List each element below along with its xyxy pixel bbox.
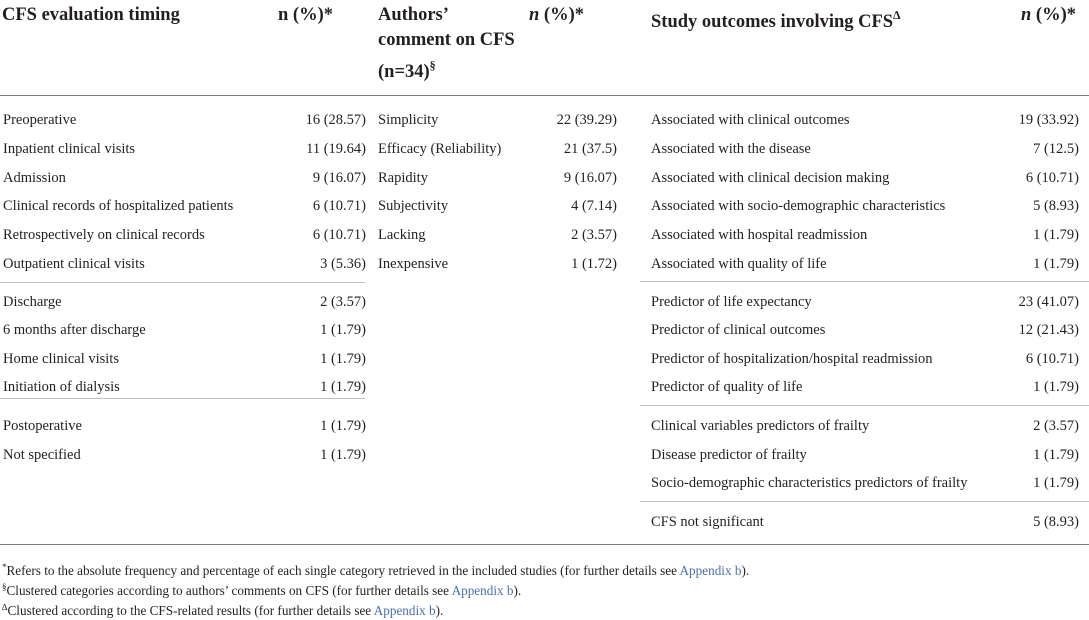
col3-row-label: Predictor of hospitalization/hospital readmission bbox=[651, 351, 933, 367]
col2-header-line2: comment on CFS bbox=[378, 30, 515, 50]
col1-row-label: Home clinical visits bbox=[3, 351, 119, 367]
col1-row-label: Retrospectively on clinical records bbox=[3, 227, 205, 243]
col1-row-value: 11 (19.64) bbox=[306, 141, 366, 157]
col2-row-value: 1 (1.72) bbox=[571, 256, 617, 272]
col2-row-value: 22 (39.29) bbox=[556, 112, 617, 128]
col3-row-label: Associated with the disease bbox=[651, 141, 811, 157]
col1-row-label: Discharge bbox=[3, 294, 62, 310]
col2-header-title bbox=[378, 3, 515, 85]
col2-row-label: Subjectivity bbox=[378, 198, 449, 214]
col1-row-value: 6 (10.71) bbox=[312, 227, 366, 243]
header-divider bbox=[0, 95, 1089, 96]
footnote-3 bbox=[2, 598, 443, 620]
col1-row-label: Preoperative bbox=[3, 112, 77, 128]
col1-row-label: Outpatient clinical visits bbox=[3, 256, 145, 272]
col3-header-sup: ∆ bbox=[893, 8, 901, 22]
col2-row-label: Rapidity bbox=[378, 170, 428, 186]
table-bottom-rule bbox=[0, 544, 1089, 545]
col1-row-label: Postoperative bbox=[3, 418, 82, 434]
col2-row-label: Lacking bbox=[378, 227, 426, 243]
footnote-3-text: Clustered according to the CFS-related results (for further details see bbox=[7, 603, 374, 618]
table-header bbox=[0, 0, 1089, 96]
col2-header-line3: (n=34) bbox=[378, 62, 430, 82]
col3-group-divider bbox=[640, 281, 1089, 282]
col1-row-value: 1 (1.79) bbox=[320, 379, 366, 395]
col2-row-value: 9 (16.07) bbox=[563, 170, 617, 186]
col1-row-value: 3 (5.36) bbox=[320, 256, 366, 272]
col1-row-label: Admission bbox=[3, 170, 66, 186]
col2-row-label: Simplicity bbox=[378, 112, 439, 128]
col2-header-n-rest: (%)* bbox=[539, 5, 584, 25]
col1-group-divider bbox=[0, 398, 365, 399]
col3-row-value: 19 (33.92) bbox=[1018, 112, 1079, 128]
col1-row-value: 2 (3.57) bbox=[320, 294, 366, 310]
col1-row-label: Inpatient clinical visits bbox=[3, 141, 136, 157]
col3-row-value: 1 (1.79) bbox=[1033, 256, 1079, 272]
footnote-1-mark: * bbox=[2, 562, 7, 572]
col2-row-label: Inexpensive bbox=[378, 256, 449, 272]
col3-row-value: 2 (3.57) bbox=[1033, 418, 1079, 434]
col3-group-divider bbox=[640, 405, 1089, 406]
col3-row-label: Clinical variables predictors of frailty bbox=[651, 418, 870, 434]
col3-group-divider bbox=[640, 501, 1089, 502]
footnote-2-end: ). bbox=[513, 583, 522, 598]
col1-row-label: Initiation of dialysis bbox=[3, 379, 120, 395]
footnote-2-link[interactable]: Appendix b bbox=[451, 583, 514, 598]
col3-row-label: Associated with quality of life bbox=[651, 256, 827, 272]
col3-row-value: 6 (10.71) bbox=[1025, 351, 1079, 367]
col1-row-label: Clinical records of hospitalized patients bbox=[3, 198, 234, 214]
col1-row-value: 1 (1.79) bbox=[320, 351, 366, 367]
col2-row-value: 21 (37.5) bbox=[563, 141, 617, 157]
col3-row-label: Predictor of life expectancy bbox=[651, 294, 812, 310]
col2-row-value: 4 (7.14) bbox=[571, 198, 617, 214]
col1-row-value: 6 (10.71) bbox=[312, 198, 366, 214]
footnote-3-mark: ∆ bbox=[2, 602, 8, 612]
col1-row-value: 9 (16.07) bbox=[312, 170, 366, 186]
col1-row-label: Not specified bbox=[3, 447, 81, 463]
col3-row-value: 6 (10.71) bbox=[1025, 170, 1079, 186]
col2-row-label: Efficacy (Reliability) bbox=[378, 141, 502, 157]
col1-header-n: n (%)* bbox=[278, 5, 333, 25]
col3-row-label: Associated with clinical outcomes bbox=[651, 112, 850, 128]
col3-row-value: 23 (41.07) bbox=[1018, 294, 1079, 310]
col3-row-value: 5 (8.93) bbox=[1033, 514, 1079, 530]
col1-row-value: 1 (1.79) bbox=[320, 322, 366, 338]
col2-header-n-italic: n bbox=[529, 5, 540, 25]
footnote-2-text: Clustered categories according to authors’ comments on CFS (for further details see bbox=[6, 583, 452, 598]
col2-header-line1: Authors’ bbox=[378, 5, 449, 25]
col3-header-n-italic: n bbox=[1021, 5, 1032, 25]
col3-row-label: Socio-demographic characteristics predictors of frailty bbox=[651, 475, 968, 491]
col3-row-value: 1 (1.79) bbox=[1033, 447, 1079, 463]
col3-row-label: Predictor of quality of life bbox=[651, 379, 803, 395]
col3-header-title-text: Study outcomes involving CFS bbox=[651, 12, 894, 32]
col2-row-value: 2 (3.57) bbox=[571, 227, 617, 243]
col3-row-label: Predictor of clinical outcomes bbox=[651, 322, 826, 338]
col2-header-n bbox=[529, 3, 584, 28]
col3-header-n bbox=[1021, 3, 1076, 28]
col3-row-label: Associated with hospital readmission bbox=[651, 227, 868, 243]
footnote-2 bbox=[2, 578, 521, 600]
col1-group-divider bbox=[0, 282, 365, 283]
col1-row-value: 1 (1.79) bbox=[320, 418, 366, 434]
col1-header-title: CFS evaluation timing bbox=[2, 5, 180, 25]
col3-row-value: 1 (1.79) bbox=[1033, 475, 1079, 491]
col1-row-value: 1 (1.79) bbox=[320, 447, 366, 463]
col3-row-value: 1 (1.79) bbox=[1033, 227, 1079, 243]
col3-row-label: Disease predictor of frailty bbox=[651, 447, 807, 463]
footnote-3-link[interactable]: Appendix b bbox=[373, 603, 436, 618]
footnote-1-end: ). bbox=[741, 563, 750, 578]
col3-row-value: 7 (12.5) bbox=[1033, 141, 1079, 157]
col3-header-title bbox=[651, 3, 900, 35]
col3-row-label: Associated with clinical decision making bbox=[651, 170, 890, 186]
col3-row-value: 5 (8.93) bbox=[1033, 198, 1079, 214]
col3-row-value: 12 (21.43) bbox=[1018, 322, 1079, 338]
col3-header-n-rest: (%)* bbox=[1031, 5, 1076, 25]
col3-row-value: 1 (1.79) bbox=[1033, 379, 1079, 395]
col1-row-label: 6 months after discharge bbox=[3, 322, 146, 338]
col2-header-sup: § bbox=[429, 58, 436, 72]
footnote-1 bbox=[2, 558, 749, 580]
footnote-1-text: Refers to the absolute frequency and percentage of each single category retrieved in the included studies (for further details see bbox=[6, 563, 680, 578]
footnote-3-end: ). bbox=[435, 603, 444, 618]
footnote-2-mark: § bbox=[2, 582, 7, 592]
col1-row-value: 16 (28.57) bbox=[305, 112, 366, 128]
footnote-1-link[interactable]: Appendix b bbox=[679, 563, 742, 578]
col3-row-label: CFS not significant bbox=[651, 514, 764, 530]
col3-row-label: Associated with socio-demographic characteristics bbox=[651, 198, 946, 214]
